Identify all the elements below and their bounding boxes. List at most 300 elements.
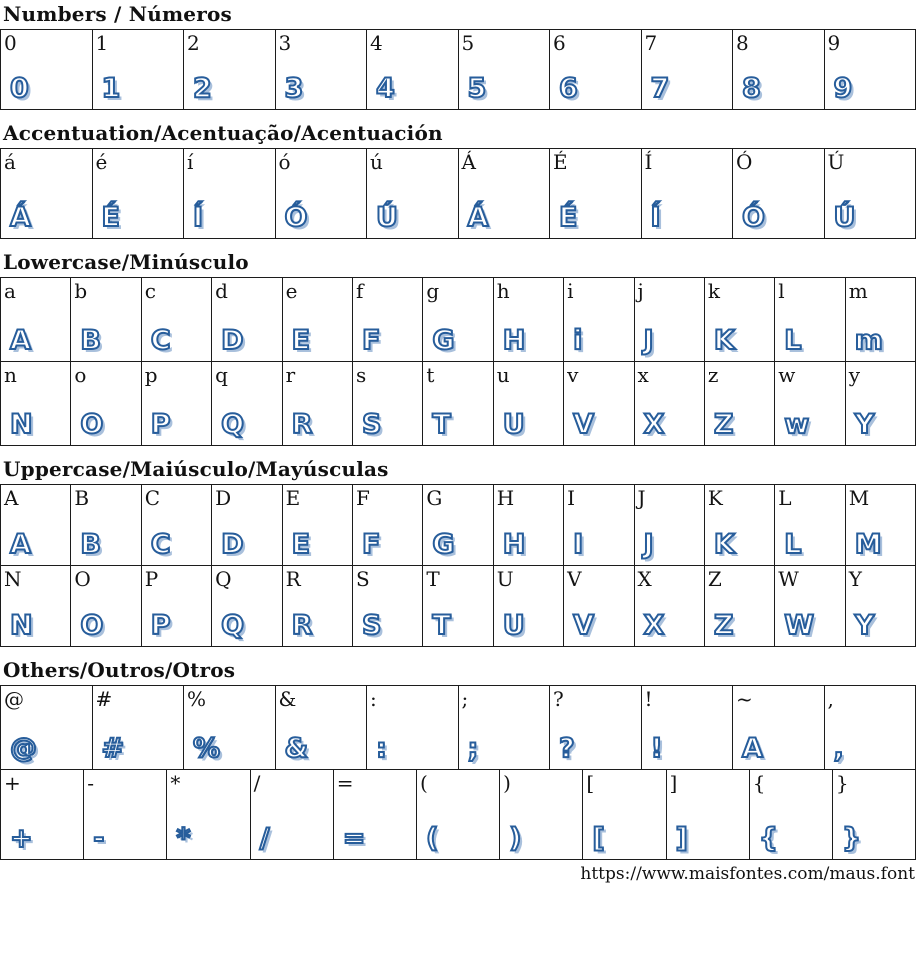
styled-font-glyph: Á: [467, 202, 490, 233]
styled-font-glyph: 2: [193, 73, 213, 104]
glyph-cell: [635, 566, 705, 646]
plain-character-label: 3: [278, 31, 292, 55]
plain-character-label: N: [4, 567, 22, 591]
plain-character-label: y: [848, 363, 860, 387]
glyph-cell: [1, 770, 84, 859]
glyph-cell: [417, 770, 500, 859]
plain-character-label: c: [144, 279, 156, 303]
glyph-cell: [71, 278, 141, 361]
glyph-cell: [353, 278, 423, 361]
glyph-cell: [1, 278, 71, 361]
plain-character-label: h: [496, 279, 510, 303]
styled-font-glyph: (: [425, 823, 440, 854]
glyph-cell: [276, 149, 368, 238]
styled-font-glyph: D: [221, 529, 245, 560]
glyph-cell: [423, 362, 493, 445]
styled-font-glyph: %: [193, 733, 222, 764]
glyph-cell: [212, 485, 282, 565]
styled-font-glyph: Ó: [742, 202, 766, 233]
styled-font-glyph: P: [150, 610, 172, 641]
plain-character-label: M: [848, 486, 870, 510]
styled-font-glyph: Z: [713, 610, 735, 641]
glyph-cell: [705, 362, 775, 445]
styled-font-glyph: H: [502, 325, 527, 356]
glyph-cell: [775, 485, 845, 565]
glyph-cell: [494, 278, 564, 361]
styled-font-glyph: ]: [675, 823, 689, 854]
plain-character-label: 4: [370, 31, 383, 55]
glyph-cell: [635, 485, 705, 565]
glyph-cell: [564, 566, 634, 646]
section-title: Lowercase/Minúsculo: [3, 250, 249, 274]
styled-font-glyph: &: [284, 733, 310, 764]
glyph-cell: [71, 362, 141, 445]
glyph-cell: [276, 30, 368, 109]
plain-character-label: k: [707, 279, 721, 303]
styled-font-glyph: ;: [467, 733, 480, 764]
styled-font-glyph: w: [784, 409, 811, 440]
plain-character-label: g: [426, 279, 440, 303]
plain-character-label: D: [215, 486, 232, 510]
plain-character-label: K: [707, 486, 723, 510]
glyph-row: [0, 361, 916, 446]
plain-character-label: V: [567, 567, 582, 591]
plain-character-label: R: [285, 567, 301, 591]
glyph-row: [0, 484, 916, 566]
glyph-cell: [750, 770, 833, 859]
plain-character-label: }: [835, 771, 849, 795]
plain-character-label: 2: [187, 31, 200, 55]
styled-font-glyph: 8: [742, 73, 762, 104]
styled-font-glyph: A: [742, 733, 764, 764]
glyph-cell: [1, 485, 71, 565]
styled-font-glyph: Y: [854, 409, 876, 440]
glyph-cell: [705, 278, 775, 361]
styled-font-glyph: J: [643, 529, 655, 560]
styled-font-glyph: T: [432, 610, 452, 641]
plain-character-label: ): [503, 771, 511, 795]
glyph-cell: [833, 770, 915, 859]
styled-font-glyph: A: [10, 529, 32, 560]
plain-character-label: /: [253, 771, 261, 795]
section-title: Accentuation/Acentuação/Acentuación: [3, 121, 443, 145]
section: [0, 2, 916, 110]
glyph-cell: [846, 566, 915, 646]
styled-font-glyph: V: [573, 610, 596, 641]
glyph-cell: [733, 686, 825, 769]
plain-character-label: Ú: [827, 150, 845, 174]
font-specimen-sheet: [0, 2, 916, 884]
glyph-cell: [825, 149, 916, 238]
glyph-cell: [564, 362, 634, 445]
plain-character-label: I: [567, 486, 576, 510]
plain-character-label: í: [187, 150, 194, 174]
styled-font-glyph: D: [221, 325, 245, 356]
plain-character-label: 0: [4, 31, 17, 55]
plain-character-label: L: [778, 486, 792, 510]
styled-font-glyph: L: [784, 325, 803, 356]
styled-font-glyph: U: [502, 610, 526, 641]
styled-font-glyph: 7: [650, 73, 671, 104]
plain-character-label: 7: [644, 31, 658, 55]
styled-font-glyph: K: [713, 325, 736, 356]
plain-character-label: a: [4, 279, 16, 303]
glyph-cell: [564, 485, 634, 565]
section: [0, 121, 916, 239]
glyph-cell: [775, 566, 845, 646]
glyph-cell: [212, 566, 282, 646]
glyph-cell: [1, 362, 71, 445]
glyph-cell: [550, 149, 642, 238]
glyph-row: [0, 277, 916, 362]
plain-character-label: !: [644, 687, 653, 711]
plain-character-label: ú: [370, 150, 383, 174]
styled-font-glyph: B: [80, 325, 102, 356]
styled-font-glyph: S: [361, 610, 383, 641]
glyph-cell: [334, 770, 417, 859]
glyph-cell: [846, 362, 915, 445]
styled-font-glyph: I: [573, 529, 585, 560]
plain-character-label: F: [355, 486, 370, 510]
glyph-cell: [825, 30, 916, 109]
styled-font-glyph: N: [10, 409, 34, 440]
plain-character-label: w: [778, 363, 796, 387]
styled-font-glyph: X: [643, 409, 666, 440]
glyph-cell: [459, 30, 551, 109]
styled-font-glyph: C: [150, 325, 172, 356]
styled-font-glyph: !: [650, 733, 664, 764]
glyph-cell: [494, 362, 564, 445]
styled-font-glyph: R: [291, 409, 314, 440]
plain-character-label: l: [778, 279, 785, 303]
styled-font-glyph: R: [291, 610, 314, 641]
glyph-cell: [1, 566, 71, 646]
styled-font-glyph: Á: [10, 202, 32, 233]
plain-character-label: 9: [827, 31, 841, 55]
glyph-cell: [550, 30, 642, 109]
plain-character-label: =: [336, 771, 354, 795]
glyph-cell: [212, 362, 282, 445]
plain-character-label: J: [637, 486, 646, 510]
styled-font-glyph: ): [509, 823, 523, 854]
styled-font-glyph: Í: [650, 202, 662, 233]
styled-font-glyph: /: [259, 823, 271, 854]
styled-font-glyph: Ó: [284, 202, 309, 233]
plain-character-label: Y: [848, 567, 862, 591]
glyph-cell: [775, 362, 845, 445]
glyph-cell: [642, 30, 734, 109]
plain-character-label: :: [370, 687, 377, 711]
glyph-cell: [93, 149, 185, 238]
section: [0, 457, 916, 647]
styled-font-glyph: 0: [10, 73, 30, 104]
styled-font-glyph: *: [176, 823, 192, 854]
styled-font-glyph: T: [432, 409, 452, 440]
plain-character-label: O: [74, 567, 91, 591]
plain-character-label: É: [553, 150, 568, 174]
styled-font-glyph: 3: [284, 73, 305, 104]
plain-character-label: -: [87, 771, 94, 795]
plain-character-label: G: [426, 486, 443, 510]
glyph-cell: [184, 686, 276, 769]
source-url: https://www.maisfontes.com/maus.font: [580, 864, 915, 884]
glyph-cell: [367, 30, 459, 109]
glyph-cell: [283, 566, 353, 646]
styled-font-glyph: N: [10, 610, 34, 641]
styled-font-glyph: H: [502, 529, 527, 560]
plain-character-label: u: [496, 363, 510, 387]
styled-font-glyph: E: [291, 325, 312, 356]
glyph-cell: [500, 770, 583, 859]
plain-character-label: 8: [736, 31, 749, 55]
glyph-cell: [212, 278, 282, 361]
glyph-cell: [733, 149, 825, 238]
glyph-cell: [635, 278, 705, 361]
plain-character-label: i: [567, 279, 574, 303]
glyph-cell: [846, 278, 915, 361]
glyph-row: [0, 769, 916, 860]
plain-character-label: Q: [215, 567, 232, 591]
styled-font-glyph: Q: [221, 610, 246, 641]
plain-character-label: +: [4, 771, 21, 795]
glyph-cell: [142, 566, 212, 646]
glyph-cell: [367, 686, 459, 769]
styled-font-glyph: }: [841, 823, 863, 854]
glyph-cell: [667, 770, 750, 859]
plain-character-label: ?: [553, 687, 564, 711]
glyph-cell: [353, 566, 423, 646]
styled-font-glyph: 4: [376, 73, 396, 104]
styled-font-glyph: V: [573, 409, 596, 440]
plain-character-label: E: [285, 486, 301, 510]
glyph-cell: [367, 149, 459, 238]
plain-character-label: {: [752, 771, 766, 795]
plain-character-label: T: [426, 567, 440, 591]
plain-character-label: (: [419, 771, 428, 795]
styled-font-glyph: ?: [559, 733, 576, 764]
plain-character-label: 5: [461, 31, 475, 55]
styled-font-glyph: P: [150, 409, 172, 440]
glyph-cell: [1, 686, 93, 769]
styled-font-glyph: G: [432, 325, 456, 356]
styled-font-glyph: U: [502, 409, 526, 440]
plain-character-label: 6: [553, 31, 566, 55]
plain-character-label: p: [144, 363, 158, 387]
glyph-row: [0, 565, 916, 647]
styled-font-glyph: -: [93, 823, 106, 854]
glyph-cell: [167, 770, 250, 859]
plain-character-label: 1: [95, 31, 109, 55]
glyph-cell: [184, 30, 276, 109]
plain-character-label: Z: [707, 567, 722, 591]
glyph-cell: [825, 686, 916, 769]
glyph-row: [0, 29, 916, 110]
styled-font-glyph: L: [784, 529, 803, 560]
plain-character-label: f: [355, 279, 364, 303]
glyph-row: [0, 685, 916, 770]
glyph-cell: [775, 278, 845, 361]
styled-font-glyph: F: [361, 325, 382, 356]
plain-character-label: s: [355, 363, 367, 387]
glyph-cell: [705, 485, 775, 565]
glyph-cell: [93, 686, 185, 769]
plain-character-label: U: [496, 567, 514, 591]
styled-font-glyph: 9: [833, 73, 854, 104]
styled-font-glyph: K: [713, 529, 736, 560]
glyph-cell: [583, 770, 666, 859]
glyph-cell: [353, 362, 423, 445]
glyph-cell: [1, 149, 93, 238]
glyph-cell: [494, 566, 564, 646]
styled-font-glyph: Ú: [376, 202, 399, 233]
styled-font-glyph: =: [342, 823, 367, 854]
styled-font-glyph: O: [80, 409, 105, 440]
styled-font-glyph: 5: [467, 73, 488, 104]
styled-font-glyph: S: [361, 409, 383, 440]
styled-font-glyph: :: [376, 733, 388, 764]
styled-font-glyph: +: [10, 823, 34, 854]
plain-character-label: é: [95, 150, 108, 174]
plain-character-label: ;: [461, 687, 469, 711]
styled-font-glyph: Y: [854, 610, 876, 641]
styled-font-glyph: Z: [713, 409, 735, 440]
plain-character-label: n: [4, 363, 17, 387]
glyph-cell: [283, 485, 353, 565]
plain-character-label: z: [707, 363, 719, 387]
styled-font-glyph: C: [150, 529, 172, 560]
plain-character-label: X: [637, 567, 652, 591]
plain-character-label: S: [355, 567, 370, 591]
glyph-cell: [705, 566, 775, 646]
section: [0, 250, 916, 446]
styled-font-glyph: 6: [559, 73, 579, 104]
glyph-cell: [642, 149, 734, 238]
plain-character-label: &: [278, 687, 297, 711]
plain-character-label: P: [144, 567, 159, 591]
styled-font-glyph: E: [291, 529, 312, 560]
glyph-cell: [635, 362, 705, 445]
plain-character-label: A: [4, 486, 19, 510]
styled-font-glyph: M: [854, 529, 883, 560]
plain-character-label: b: [74, 279, 88, 303]
styled-font-glyph: 1: [101, 73, 122, 104]
plain-character-label: W: [778, 567, 799, 591]
plain-character-label: H: [496, 486, 515, 510]
styled-font-glyph: O: [80, 610, 105, 641]
plain-character-label: %: [187, 687, 207, 711]
glyph-cell: [494, 485, 564, 565]
plain-character-label: [: [586, 771, 595, 795]
plain-character-label: x: [637, 363, 649, 387]
glyph-row: [0, 148, 916, 239]
glyph-cell: [142, 278, 212, 361]
plain-character-label: C: [144, 486, 161, 510]
plain-character-label: ,: [827, 687, 834, 711]
plain-character-label: #: [95, 687, 113, 711]
glyph-cell: [93, 30, 185, 109]
glyph-cell: [846, 485, 915, 565]
glyph-cell: [71, 566, 141, 646]
glyph-cell: [353, 485, 423, 565]
glyph-cell: [276, 686, 368, 769]
section-title: Numbers / Números: [3, 2, 232, 26]
glyph-cell: [733, 30, 825, 109]
plain-character-label: ó: [278, 150, 291, 174]
styled-font-glyph: É: [559, 202, 579, 233]
glyph-cell: [550, 686, 642, 769]
glyph-cell: [251, 770, 334, 859]
glyph-cell: [423, 566, 493, 646]
styled-font-glyph: W: [784, 610, 816, 641]
plain-character-label: v: [567, 363, 579, 387]
styled-font-glyph: [: [592, 823, 606, 854]
styled-font-glyph: Í: [193, 202, 205, 233]
styled-font-glyph: ,: [833, 733, 845, 764]
styled-font-glyph: J: [643, 325, 655, 356]
styled-font-glyph: X: [643, 610, 666, 641]
plain-character-label: ~: [736, 687, 753, 711]
glyph-cell: [283, 278, 353, 361]
styled-font-glyph: #: [101, 733, 126, 764]
plain-character-label: ]: [669, 771, 678, 795]
styled-font-glyph: F: [361, 529, 382, 560]
glyph-cell: [142, 362, 212, 445]
glyph-cell: [459, 149, 551, 238]
glyph-cell: [184, 149, 276, 238]
styled-font-glyph: i: [573, 325, 584, 356]
styled-font-glyph: @: [10, 733, 38, 764]
glyph-cell: [283, 362, 353, 445]
plain-character-label: o: [74, 363, 87, 387]
plain-character-label: Í: [644, 150, 653, 174]
styled-font-glyph: Q: [221, 409, 246, 440]
plain-character-label: *: [170, 771, 181, 795]
glyph-cell: [423, 485, 493, 565]
plain-character-label: j: [637, 279, 644, 303]
styled-font-glyph: Ú: [833, 202, 857, 233]
glyph-cell: [564, 278, 634, 361]
plain-character-label: d: [215, 279, 228, 303]
styled-font-glyph: {: [758, 823, 779, 854]
styled-font-glyph: É: [101, 202, 121, 233]
specimen-sections: [0, 2, 916, 860]
styled-font-glyph: B: [80, 529, 102, 560]
plain-character-label: e: [285, 279, 298, 303]
glyph-cell: [84, 770, 167, 859]
plain-character-label: t: [426, 363, 435, 387]
styled-font-glyph: A: [10, 325, 32, 356]
glyph-cell: [423, 278, 493, 361]
plain-character-label: m: [848, 279, 868, 303]
section-title: Others/Outros/Otros: [3, 658, 236, 682]
plain-character-label: q: [215, 363, 228, 387]
plain-character-label: B: [74, 486, 90, 510]
styled-font-glyph: G: [432, 529, 456, 560]
section: [0, 658, 916, 860]
styled-font-glyph: m: [854, 325, 884, 356]
glyph-cell: [142, 485, 212, 565]
plain-character-label: Á: [461, 150, 476, 174]
glyph-cell: [459, 686, 551, 769]
plain-character-label: á: [4, 150, 16, 174]
glyph-cell: [642, 686, 734, 769]
plain-character-label: Ó: [736, 150, 753, 174]
glyph-cell: [71, 485, 141, 565]
section-title: Uppercase/Maiúsculo/Mayúsculas: [3, 457, 389, 481]
glyph-cell: [1, 30, 93, 109]
plain-character-label: @: [4, 687, 24, 711]
plain-character-label: r: [285, 363, 296, 387]
